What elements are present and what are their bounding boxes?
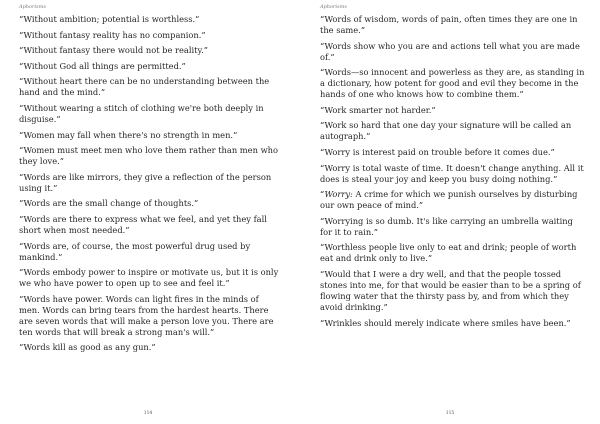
quote: “Without fantasy reality has no companion.”	[19, 29, 206, 40]
quote: “Without heart there can be no understanding between the hand and the mind.”	[19, 76, 270, 98]
quote: “Words—so innocent and powerless as they are, as standing in a dictionary, how potent for good and evil they become in the hands of one who knows how to combine them.”	[320, 67, 585, 100]
quote: “Words are there to express what we feel, and yet they fall short when most needed.”	[19, 213, 267, 235]
quote: “Worry is interest paid on trouble before it comes due.”	[320, 146, 555, 157]
italic-lead: “Worry:	[320, 189, 353, 200]
right-page	[300, 0, 600, 424]
quote: “Without wearing a stitch of clothing we're both deeply in disguise.”	[19, 102, 264, 124]
quote: “Without fantasy there would not be reality.”	[19, 45, 208, 56]
quote-worry	[320, 189, 586, 211]
quote: “Worthless people live only to eat and drink; people of worth eat and drink only to live.”	[320, 242, 577, 264]
quote: “Women may fall when there's no strength in men.”	[19, 129, 238, 140]
quote: “Without God all things are permitted.”	[19, 60, 186, 71]
quote: “Women must meet men who love them rather than men who they love.”	[19, 145, 279, 167]
page-number: 115	[445, 411, 455, 416]
quote: “Wrinkles should merely indicate where smiles have been.”	[320, 317, 571, 328]
quote: “Work so hard that one day your signature will be called an autograph.”	[320, 120, 572, 142]
quote-list	[19, 14, 282, 358]
quote-list	[320, 14, 586, 333]
quote-body: A crime for which we punish ourselves by disturbing our own peace of mind.”	[320, 189, 578, 211]
quote: “Words are like mirrors, they give a reflection of the person using it.”	[19, 171, 272, 193]
quote: “Worrying is so dumb. It's like carrying an umbrella waiting for it to rain.”	[320, 215, 573, 237]
quote: “Words of wisdom, words of pain, often times they are one in the same.”	[320, 14, 578, 35]
quote: “Would that I were a dry well, and that the people tossed stones into me, for that would be easier than to be a spring of flowing water that the thirsty pass by, and from which they avoid drinking.”	[320, 268, 581, 312]
page-number: 114	[143, 411, 153, 416]
quote: “Work smarter not harder.”	[320, 104, 436, 115]
quote: “Without ambition; potential is worthless.”	[19, 14, 200, 24]
running-head: Aphorisms	[19, 4, 46, 10]
quote: “Words show who you are and actions tell what you are made of.”	[320, 40, 580, 62]
quote: “Worry is total waste of time. It doesn't change anything. All it does is steal your joy and keep you busy doing nothing.”	[320, 162, 584, 184]
quote: “Words have power. Words can light fires in the minds of men. Words can bring tears from the hardest hearts. There are seven words that will make a person love you. There are ten words that will break a strong man's will.”	[19, 293, 274, 337]
quote: “Words are the small change of thoughts.”	[19, 198, 199, 209]
quote: “Words kill as good as any gun.”	[19, 342, 156, 353]
quote: “Words embody power to inspire or motivate us, but it is only we who have power to open up to see and feel it.”	[19, 267, 279, 289]
quote: “Words are, of course, the most powerful drug used by mankind.”	[19, 240, 251, 262]
running-head: Aphorisms	[320, 4, 347, 10]
